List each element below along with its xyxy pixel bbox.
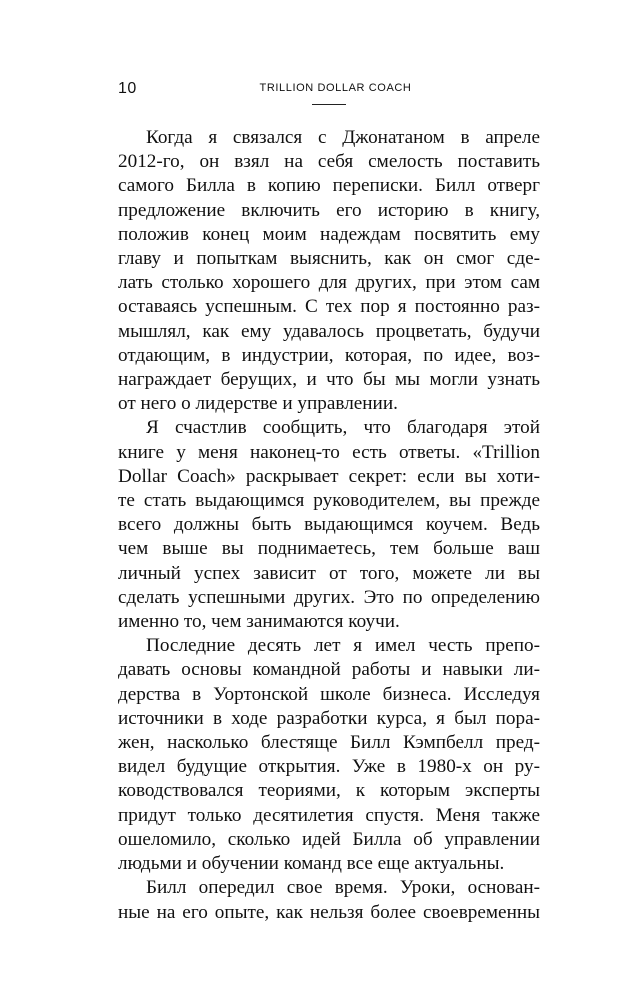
text-line: Я счастлив сообщить, что благодаря этой	[146, 417, 540, 439]
text-line: лать столько хорошего для других, при этом сам	[118, 272, 540, 294]
text-line: ошеломило, сколько идей Билла об управлении	[118, 828, 540, 850]
text-line: видел будущие открытия. Уже в 1980-х он ру-	[118, 756, 540, 778]
text-line: Когда я связался с Джонатаном в апреле	[146, 127, 540, 148]
text-line: от него о лидерстве и управлении.	[118, 393, 398, 415]
text-line: чем выше вы поднимаетесь, тем больше ваш	[118, 538, 540, 560]
text-line: источники в ходе разработки курса, я был пора-	[118, 707, 540, 729]
body-text	[118, 126, 540, 925]
page-number: 10	[118, 80, 137, 97]
text-line: именно то, чем занимаются коучи.	[118, 611, 400, 633]
text-line: положив конец моим надеждам посвятить ему	[118, 223, 540, 245]
text-line: ководствовался теориями, к которым эксперты	[118, 780, 540, 802]
text-line: людьми и обучении команд все еще актуальны.	[118, 853, 505, 875]
text-line: Билл опередил свое время. Уроки, основан-	[146, 877, 540, 899]
text-line: дерства в Уортонской школе бизнеса. Исследуя	[118, 683, 540, 705]
text-line: 2012-го, он взял на себя смелость поставить	[118, 151, 540, 173]
text-line: личный успех зависит от того, можете ли вы	[118, 562, 540, 584]
header-rule	[312, 104, 346, 105]
text-line: всего должны быть выдающимся коучем. Ведь	[118, 514, 540, 536]
paragraph	[118, 126, 540, 416]
text-line: ные на его опыте, как нельзя более своевременны	[118, 901, 540, 923]
text-line: книге у меня наконец-то есть ответы. «Trillion	[118, 441, 540, 463]
running-head	[0, 82, 631, 94]
text-line: оставаясь успешным. С тех пор я постоянно раз-	[118, 296, 540, 318]
text-line: придут только десятилетия спустя. Меня также	[118, 804, 540, 826]
paragraph	[118, 416, 540, 634]
paragraph	[118, 876, 540, 924]
text-line: Dollar Coach» раскрывает секрет: если вы хоти-	[118, 465, 540, 487]
text-line: самого Билла в копию переписки. Билл отверг	[118, 175, 540, 197]
text-line: Последние десять лет я имел честь препо-	[146, 635, 540, 657]
paragraph	[118, 634, 540, 876]
text-line: отдающим, в индустрии, которая, по идее, воз-	[118, 344, 540, 366]
text-line: награждает берущих, и что бы мы могли узнать	[118, 369, 540, 391]
text-line: сделать успешными других. Это по определению	[118, 586, 540, 608]
text-line: предложение включить его историю в книгу,	[118, 199, 540, 221]
text-line: жен, насколько блестяще Билл Кэмпбелл пред-	[118, 732, 540, 754]
text-line: давать основы командной работы и навыки ли-	[118, 659, 540, 681]
text-line: те стать выдающимся руководителем, вы прежде	[118, 490, 540, 512]
text-line: главу и попыткам выяснить, как он смог сде-	[118, 248, 540, 270]
text-line: мышлял, как ему удавалось процветать, будучи	[118, 320, 540, 342]
running-title: TRILLION DOLLAR COACH	[259, 82, 412, 94]
